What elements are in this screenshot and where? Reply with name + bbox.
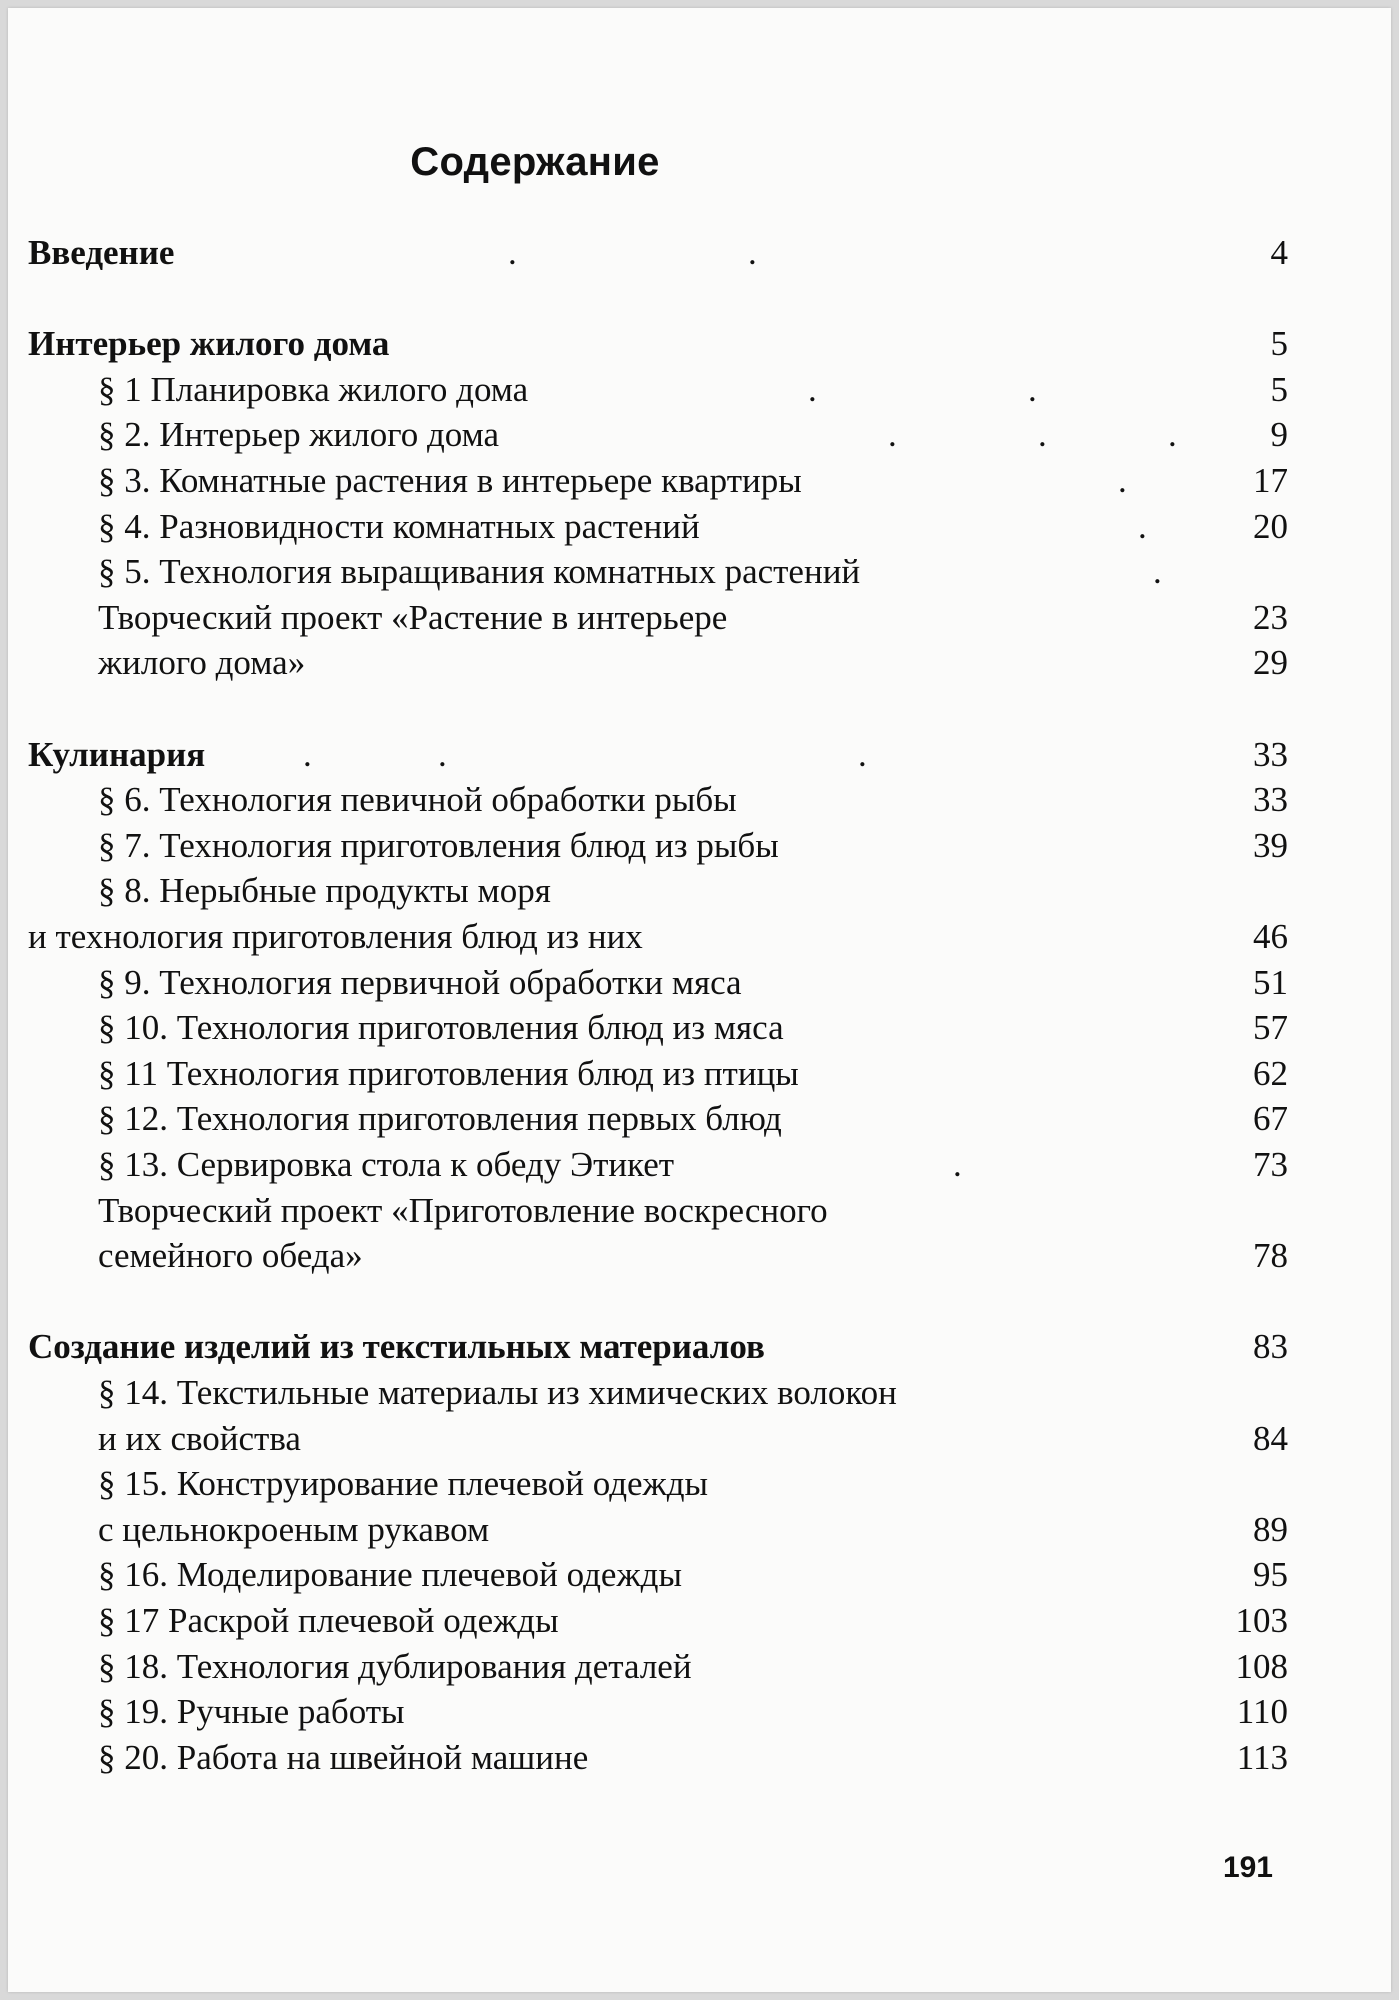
toc-entry	[28, 504, 1298, 550]
toc-entry-title: жилого дома»	[98, 643, 306, 683]
toc-entry	[28, 1142, 1298, 1188]
toc-entry-title: § 4. Разновидности комнатных растений	[98, 506, 700, 546]
toc-entry-title: § 1 Планировка жилого дома	[98, 369, 529, 409]
toc-entry-title: § 15. Конструирование плечевой одежды	[98, 1464, 709, 1504]
toc-entry	[28, 777, 1298, 823]
toc-entry	[28, 595, 1298, 641]
toc-entry	[28, 1188, 1298, 1234]
toc-page-number: 33	[1253, 780, 1288, 820]
toc-page-number: 46	[1253, 917, 1288, 956]
toc-entry-title: § 2. Интерьер жилого дома	[98, 415, 500, 455]
toc-page-number: 33	[1253, 734, 1288, 774]
toc-entry	[28, 367, 1298, 413]
toc-entry-title: § 19. Ручные работы	[98, 1692, 405, 1732]
toc-entry-title: § 12. Технология приготовления первых блюд	[98, 1099, 782, 1139]
toc-entry-title: § 14. Текстильные материалы из химических волокон	[98, 1373, 897, 1412]
toc-page-number: 51	[1253, 962, 1288, 1002]
page-number: 191	[1222, 1851, 1273, 1884]
document-page	[8, 8, 1391, 1992]
toc-entry-title: § 16. Моделирование плечевой одежды	[98, 1555, 682, 1595]
toc-page-number: 4	[1270, 233, 1288, 272]
toc-entry-title: Кулинария	[28, 734, 206, 774]
toc-entry	[28, 458, 1298, 504]
toc-entry	[28, 640, 1298, 686]
toc-entry-title: § 9. Технология первичной обработки мяса	[98, 962, 742, 1002]
leader-dot: .	[953, 1145, 962, 1184]
toc-entry	[28, 549, 1298, 595]
leader-dot: .	[1118, 461, 1127, 500]
toc-page-number: 103	[1235, 1601, 1288, 1640]
toc-entry	[28, 1461, 1298, 1507]
leader-dot: .	[1138, 506, 1147, 546]
toc-entry-title: § 18. Технология дублирования деталей	[98, 1646, 692, 1686]
toc-entry-title: § 10. Технология приготовления блюд из мяса	[98, 1008, 784, 1048]
toc-entry	[28, 1096, 1298, 1142]
leader-dot: .	[808, 369, 817, 409]
toc-section	[28, 230, 1298, 276]
toc-page-number: 20	[1253, 506, 1288, 546]
toc-entry	[28, 1644, 1298, 1690]
toc-page-number: 78	[1253, 1236, 1288, 1276]
toc-page-number: 108	[1235, 1646, 1288, 1686]
toc-entry-title: и технология приготовления блюд из них	[28, 917, 643, 956]
toc-entry	[28, 1552, 1298, 1598]
toc-entry-title: Интерьер жилого дома	[28, 324, 390, 364]
leader-dot: .	[858, 734, 867, 774]
toc-page-number: 9	[1270, 415, 1288, 455]
leader-dot: .	[303, 734, 312, 774]
toc-entry-title: Введение	[28, 233, 175, 272]
toc-entry	[28, 868, 1298, 914]
toc-page-number: 113	[1236, 1737, 1288, 1777]
toc-entry	[28, 1005, 1298, 1051]
toc-entry	[28, 1598, 1298, 1644]
toc-entry	[28, 914, 1298, 960]
toc-section	[28, 1324, 1298, 1370]
toc-entry-title: Создание изделий из текстильных материалов	[28, 1327, 765, 1367]
toc-entry-title: Творческий проект «Растение в интерьере	[98, 597, 728, 637]
toc-section	[28, 732, 1298, 778]
toc-entry-title: семейного обеда»	[98, 1236, 363, 1276]
toc-entry-title: и их свойства	[98, 1418, 301, 1458]
leader-dot: .	[1038, 415, 1047, 455]
leader-dot: .	[748, 233, 757, 272]
toc-page-number: 83	[1253, 1327, 1288, 1367]
toc-entry	[28, 412, 1298, 458]
leader-dot: .	[508, 233, 517, 272]
toc-entry-title: § 17 Раскрой плечевой одежды	[98, 1601, 559, 1640]
toc-entry-title: § 8. Нерыбные продукты моря	[98, 871, 551, 911]
page-title: Содержание	[410, 140, 660, 184]
toc-entry	[28, 823, 1298, 869]
toc-entry-title: Творческий проект «Приготовление воскресного	[98, 1190, 828, 1230]
leader-dot: .	[438, 734, 447, 774]
toc-entry	[28, 1233, 1298, 1279]
leader-dot: .	[1028, 369, 1037, 409]
toc-entry	[28, 1051, 1298, 1097]
toc-page-number: 57	[1253, 1008, 1288, 1048]
toc-page-number: 5	[1270, 369, 1288, 409]
toc-page-number: 23	[1253, 597, 1288, 637]
toc-page-number: 29	[1253, 643, 1288, 683]
toc-entry	[28, 1689, 1298, 1735]
toc-page-number: 95	[1253, 1555, 1288, 1595]
toc-entry-title: § 20. Работа на швейной машине	[98, 1737, 589, 1777]
toc-entry	[28, 1735, 1298, 1781]
toc-entry	[28, 1416, 1298, 1462]
toc-page-number: 39	[1253, 825, 1288, 865]
toc-entry-title: § 3. Комнатные растения в интерьере квартиры	[98, 461, 802, 500]
toc-entry-title: § 7. Технология приготовления блюд из рыбы	[98, 825, 779, 865]
toc-page-number: 84	[1253, 1418, 1288, 1458]
toc-section	[28, 321, 1298, 367]
leader-dot: .	[1153, 552, 1162, 592]
toc-page-number: 89	[1253, 1509, 1288, 1549]
toc-entry-title: § 6. Технология певичной обработки рыбы	[98, 780, 737, 820]
toc-entry	[28, 960, 1298, 1006]
toc-page-number: 67	[1253, 1099, 1288, 1139]
toc-page-number: 17	[1253, 461, 1288, 500]
toc-entry-title: § 13. Сервировка стола к обеду Этикет	[98, 1145, 675, 1184]
toc-entry-title: с цельнокроеным рукавом	[98, 1509, 490, 1549]
toc-entry-title: § 5. Технология выращивания комнатных растений	[98, 552, 861, 592]
toc-entry	[28, 1370, 1298, 1416]
toc-page-number: 73	[1253, 1145, 1288, 1184]
toc-entry-title: § 11 Технология приготовления блюд из птицы	[98, 1053, 799, 1093]
leader-dot: .	[1168, 415, 1177, 455]
toc-entry	[28, 1507, 1298, 1553]
toc-page-number: 5	[1270, 324, 1288, 364]
leader-dot: .	[888, 415, 897, 455]
toc-page-number: 62	[1253, 1053, 1288, 1093]
toc-page-number: 110	[1236, 1692, 1288, 1732]
